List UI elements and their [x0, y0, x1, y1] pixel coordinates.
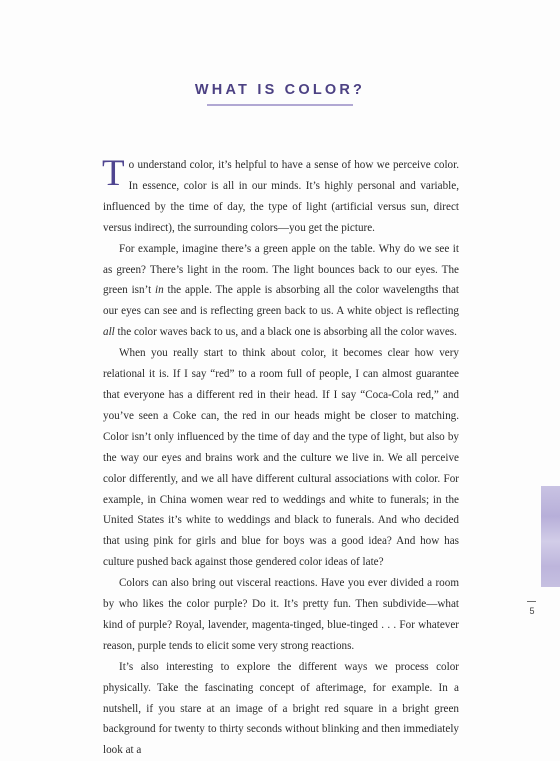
section-heading: WHAT IS COLOR? — [194, 82, 366, 98]
drop-cap: T — [102, 153, 125, 194]
paragraph-2-emphasis-all: all — [103, 326, 115, 339]
paragraph-2-emphasis-in: in — [155, 284, 164, 297]
paragraph-1 — [103, 155, 459, 239]
heading-underline — [207, 104, 353, 106]
page-number-rule — [527, 601, 536, 602]
paragraph-2-text-b: the apple. The apple is absorbing all the color wavelengths that our eyes can see and is reflecting green back to us. A white object is reflecting — [103, 284, 459, 318]
paragraph-2 — [103, 239, 459, 344]
paragraph-3: When you really start to think about color, it becomes clear how very relational it is. If I say “red” to a room full of people, I can almost guarantee that everyone has a different red in their head. If I say “Coca-Cola red,” and you’ve seen a Coke can, the red in our heads might be closer to matching. Color isn’t only influenced by the time of day and the type of light, but also by the way our eyes and brains work and the culture we live in. We all perceive color differently, and we all have different cultural associations with color. For example, in China women wear red to weddings and white to funerals; in the United States it’s white to weddings and black to funerals. And who decided that using pink for girls and blue for boys was a good idea? And how has culture pushed back against those gendered color ideas of late? — [103, 347, 459, 569]
paragraph-2-text-a: For example, imagine there’s a green apple on the table. Why do we see it as green? There’s light in the room. The light bounces back to our eyes. The green isn’t — [103, 242, 459, 297]
paragraph-4: Colors can also bring out visceral reactions. Have you ever divided a room by who likes the color purple? Do it. It’s pretty fun. Then subdivide—what kind of purple? Royal, lavender, magenta-tinged, blue-tinged . . . For whatever reason, purple tends to elicit some very strong reactions. — [103, 577, 459, 652]
body-text — [103, 155, 459, 761]
paragraph-5: It’s also interesting to explore the different ways we process color physically. Take the fascinating concept of afterimage, for example. In a nutshell, if you stare at an image of a bright red square in a bright green background for twenty to thirty seconds without blinking and then immediately look at a — [103, 660, 459, 757]
paragraph-2-text-c: the color waves back to us, and a black one is absorbing all the color waves. — [114, 326, 457, 339]
chapter-edge-tab — [541, 486, 560, 587]
paragraph-1-text: o understand color, it’s helpful to have a sense of how we perceive color. In essence, color is all in our minds. It’s highly personal and variable, influenced by the time of day, the type of light (artificial versus sun, direct versus indirect), the surrounding colors—you get the picture. — [103, 159, 459, 234]
page-number: 5 — [529, 606, 535, 616]
